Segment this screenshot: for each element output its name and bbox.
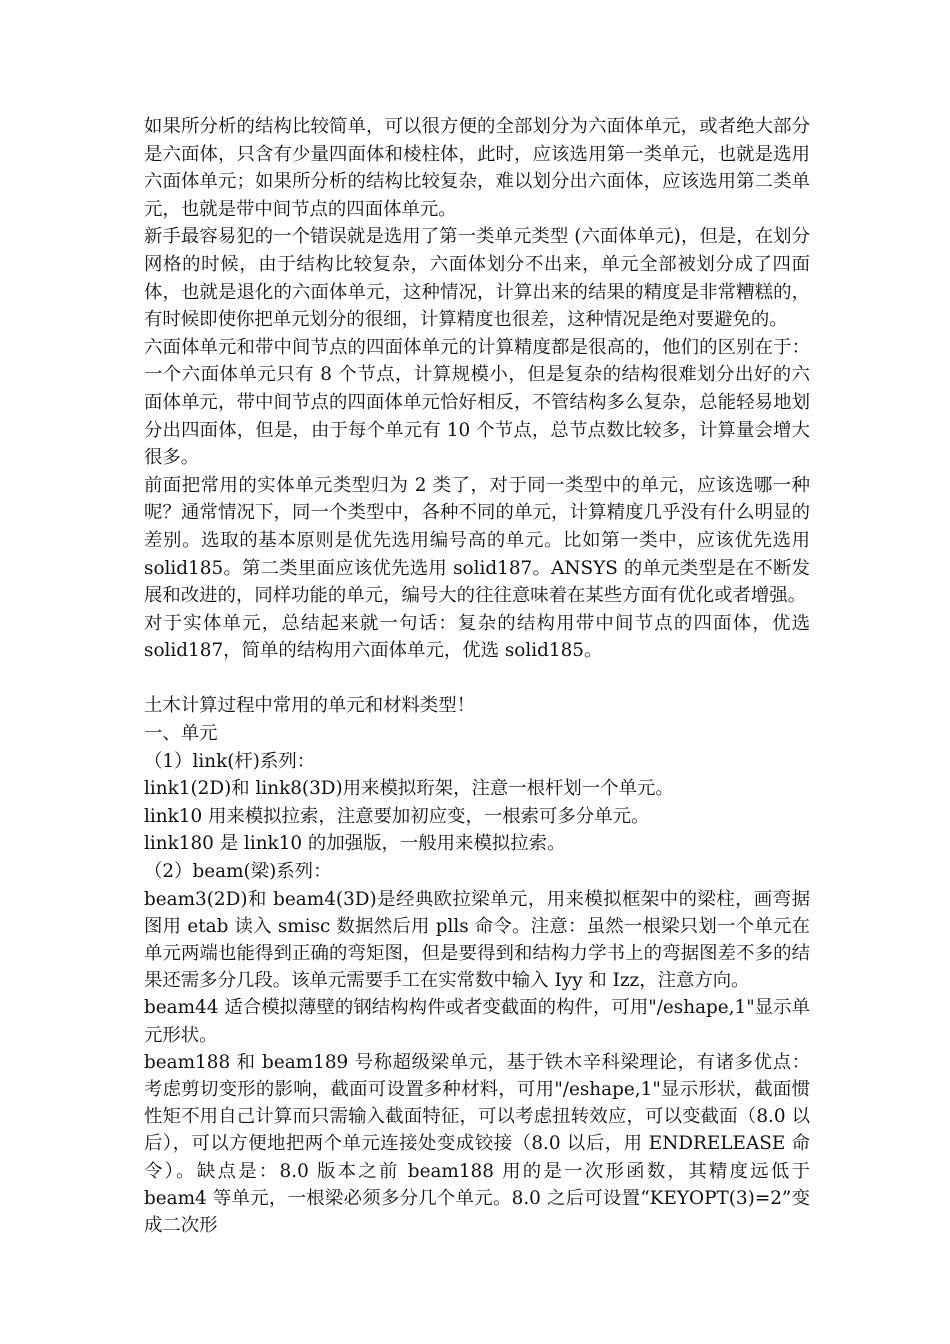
paragraph-beam44: beam44 适合模拟薄壁的钢结构构件或者变截面的构件，可用"/eshape,1"显示单元形状。 xyxy=(144,997,810,1046)
paragraph-beam188-beam189: beam188 和 beam189 号称超级梁单元，基于铁木辛科梁理论，有诸多优点：考虑剪切变形的影响，截面可设置多种材料，可用"/eshape,1"显示形状，截面惯性矩不用自己计算而只需输入截面特征，可以考虑扭转效应，可以变截面（8.0 以后），可以方便地把两个单元连接处变成铰接（8.0 以后，用 ENDRELEASE 命令）。缺点是：8.0 版本之前 beam188 用的是一次形函数，其精度远低于 beam4 等单元，一根梁必须多分几个单元。8.0 之后可设置“KEYOPT(3)=2”变成二次形 xyxy=(144,1051,810,1237)
blank-line xyxy=(144,665,810,693)
paragraph-common-mistake: 新手最容易犯的一个错误就是选用了第一类单元类型 (六面体单元)，但是，在划分网格的时候，由于结构比较复杂，六面体划分不出来，单元全部被划分成了四面体，也就是退化的六面体单元，这种情况，计算出来的结果的精度是非常糟糕的，有时候即使你把单元划分的很细，计算精度也很差，这种情况是绝对要避免的。 xyxy=(144,226,810,331)
paragraph-hexahedron-choice: 如果所分析的结构比较简单，可以很方便的全部划分为六面体单元，或者绝大部分是六面体，只含有少量四面体和棱柱体，此时，应该选用第一类单元，也就是选用六面体单元；如果所分析的结构比较复杂，难以划分出六面体，应该选用第二类单元，也就是带中间节点的四面体单元。 xyxy=(144,116,810,220)
link-series-item: link180 是 link10 的加强版，一般用来模拟拉索。 xyxy=(144,833,566,855)
section-heading-elements: 一、单元 xyxy=(144,723,218,745)
paragraph-accuracy-comparison: 六面体单元和带中间节点的四面体单元的计算精度都是很高的，他们的区别在于：一个六面体单元只有 8 个节点，计算规模小，但是复杂的结构很难划分出好的六面体单元，带中间节点的四面体单元恰好相反，不管结构多么复杂，总能轻易地划分出四面体，但是，由于每个单元有 10 个节点，总节点数比较多，计算量会增大很多。 xyxy=(144,336,810,469)
paragraph-element-selection: 前面把常用的实体单元类型归为 2 类了，对于同一类型中的单元，应该选哪一种呢？通常情况下，同一个类型中，各种不同的单元，计算精度几乎没有什么明显的差别。选取的基本原则是优先选用编号高的单元。比如第一类中，应该优先选用 solid185。第二类里面应该优先选用 solid187。ANSYS 的单元类型是在不断发展和改进的，同样功能的单元，编号大的往往意味着在某些方面有优化或者增强。 xyxy=(144,474,810,607)
link-series-heading: （1）link(杆)系列： xyxy=(144,750,316,772)
paragraph-summary: 对于实体单元，总结起来就一句话：复杂的结构用带中间节点的四面体，优选 solid187，简单的结构用六面体单元，优选 solid185。 xyxy=(144,612,810,662)
paragraph-beam3-beam4: beam3(2D)和 beam4(3D)是经典欧拉梁单元，用来模拟框架中的梁柱，画弯据图用 etab 读入 smisc 数据然后用 plls 命令。注意：虽然一根梁只划一个单元在单元两端也能得到正确的弯矩图，但是要得到和结构力学书上的弯据图差不多的结果还需多分几段。该单元需要手工在实常数中输入 Iyy 和 Izz，注意方向。 xyxy=(144,888,810,992)
document-body xyxy=(144,113,810,1239)
link-series-item: link10 用来模拟拉索，注意要加初应变，一根索可多分单元。 xyxy=(144,805,650,827)
section-title: 土木计算过程中常用的单元和材料类型！ xyxy=(144,695,476,717)
beam-series-heading: （2）beam(梁)系列： xyxy=(144,861,332,883)
link-series-item: link1(2D)和 link8(3D)用来模拟珩架，注意一根杆划一个单元。 xyxy=(144,778,674,800)
